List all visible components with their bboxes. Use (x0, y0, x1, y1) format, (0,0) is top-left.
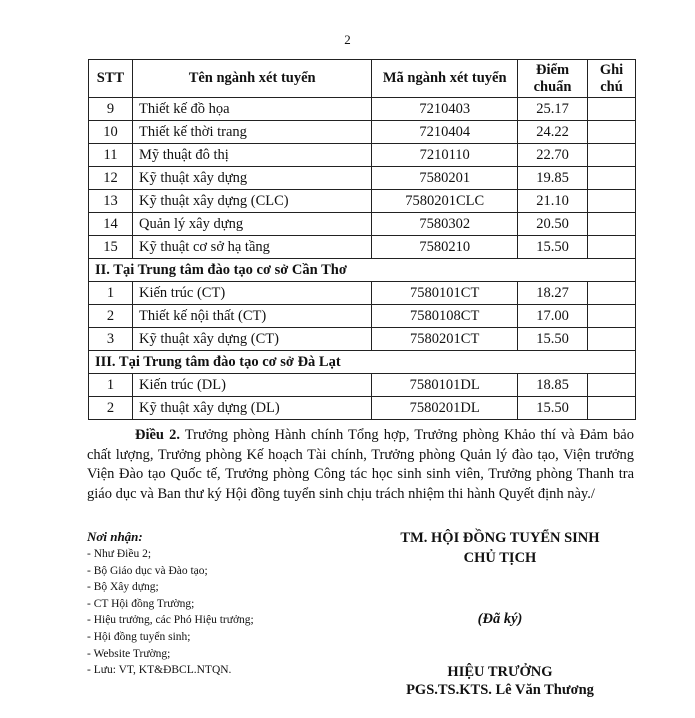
table-row (89, 282, 636, 305)
cell-code: 7580201DL (372, 397, 518, 420)
cell-name: Thiết kế thời trang (132, 121, 371, 144)
page-number: 2 (344, 32, 351, 47)
cell-code: 7580201CT (372, 328, 518, 351)
cell-score: 15.50 (518, 397, 588, 420)
cell-name: Kỹ thuật cơ sở hạ tầng (132, 236, 371, 259)
cell-note (588, 397, 636, 420)
cell-score: 18.85 (518, 374, 588, 397)
cell-name: Kỹ thuật xây dựng (CLC) (132, 190, 371, 213)
header-stt: STT (89, 60, 133, 98)
article-text: Trưởng phòng Hành chính Tổng hợp, Trưởng phòng Khảo thí và Đảm bảo chất lượng, Trưởng phòng Kế hoạch Tài chính, Trưởng phòng Quản lý đào tạo, Viện trưởng Viện Đào tạo Quốc tế, Trưởng phòng Công tác học sinh sinh viên, Trưởng phòng Thanh tra giáo dục và Ban thư ký Hội đồng tuyển sinh chịu trách nhiệm thi hành Quyết định này./ (87, 427, 634, 503)
cell-note (588, 305, 636, 328)
section-row-da-lat (89, 351, 636, 374)
signature-title: CHỦ TỊCH (463, 550, 537, 566)
cell-name: Kỹ thuật xây dựng (132, 167, 371, 190)
signatory-name: PGS.TS.KTS. Lê Văn Thương (406, 682, 594, 698)
cell-stt: 10 (89, 121, 133, 144)
recipient-item: - Website Trường; (87, 647, 171, 660)
recipient-item: - Lưu: VT, KT&ĐBCL.NTQN. (87, 664, 232, 677)
cell-code: 7580210 (372, 236, 518, 259)
cell-stt: 9 (89, 98, 133, 121)
cell-stt: 2 (89, 305, 133, 328)
signature-role: HIỆU TRƯỞNG (447, 664, 553, 680)
cell-code: 7210403 (372, 98, 518, 121)
cell-score: 15.50 (518, 236, 588, 259)
cell-note (588, 282, 636, 305)
cell-code: 7580101CT (372, 282, 518, 305)
cell-stt: 12 (89, 167, 133, 190)
cell-stt: 1 (89, 374, 133, 397)
cell-name: Thiết kế đồ họa (132, 98, 371, 121)
cell-code: 7210404 (372, 121, 518, 144)
cell-stt: 13 (89, 190, 133, 213)
cell-stt: 2 (89, 397, 133, 420)
cell-code: 7210110 (372, 144, 518, 167)
cell-score: 21.10 (518, 190, 588, 213)
signature-signed-note: (Đã ký) (477, 611, 523, 627)
cell-code: 7580201 (372, 167, 518, 190)
cell-stt: 14 (89, 213, 133, 236)
signature-organization: TM. HỘI ĐỒNG TUYỂN SINH (400, 530, 600, 546)
cell-code: 7580108CT (372, 305, 518, 328)
cell-score: 18.27 (518, 282, 588, 305)
recipient-item: - Hội đồng tuyển sinh; (87, 630, 191, 643)
cell-note (588, 213, 636, 236)
admission-scores-table (88, 59, 636, 420)
table-row (89, 374, 636, 397)
table-row (89, 98, 636, 121)
article-label: Điều 2. (135, 427, 180, 443)
recipient-item: - Bộ Giáo dục và Đào tạo; (87, 564, 208, 577)
header-note: Ghi chú (588, 60, 636, 98)
cell-note (588, 144, 636, 167)
cell-score: 19.85 (518, 167, 588, 190)
table-row (89, 305, 636, 328)
table-row (89, 144, 636, 167)
cell-note (588, 190, 636, 213)
recipients-heading: Nơi nhận: (87, 529, 143, 544)
cell-note (588, 167, 636, 190)
table-row (89, 190, 636, 213)
cell-stt: 11 (89, 144, 133, 167)
header-code: Mã ngành xét tuyển (372, 60, 518, 98)
cell-code: 7580101DL (372, 374, 518, 397)
cell-stt: 1 (89, 282, 133, 305)
cell-score: 17.00 (518, 305, 588, 328)
cell-note (588, 374, 636, 397)
recipient-item: - Như Điều 2; (87, 548, 152, 560)
cell-name: Thiết kế nội thất (CT) (132, 305, 371, 328)
table-header-row (89, 60, 636, 98)
recipient-item: - CT Hội đồng Trường; (87, 597, 195, 610)
cell-stt: 3 (89, 328, 133, 351)
cell-score: 20.50 (518, 213, 588, 236)
cell-score: 25.17 (518, 98, 588, 121)
section-title: II. Tại Trung tâm đào tạo cơ sở Cần Thơ (89, 259, 636, 282)
recipient-item: - Hiệu trưởng, các Phó Hiệu trưởng; (87, 614, 254, 627)
cell-note (588, 98, 636, 121)
cell-code: 7580201CLC (372, 190, 518, 213)
table-row (89, 213, 636, 236)
cell-score: 22.70 (518, 144, 588, 167)
header-score: Điểm chuẩn (518, 60, 588, 98)
section-title: III. Tại Trung tâm đào tạo cơ sở Đà Lạt (89, 351, 636, 374)
cell-stt: 15 (89, 236, 133, 259)
cell-name: Mỹ thuật đô thị (132, 144, 371, 167)
cell-note (588, 328, 636, 351)
cell-name: Kỹ thuật xây dựng (CT) (132, 328, 371, 351)
cell-name: Kỹ thuật xây dựng (DL) (132, 397, 371, 420)
table-row (89, 328, 636, 351)
table-row (89, 236, 636, 259)
cell-note (588, 121, 636, 144)
recipient-item: - Bộ Xây dựng; (87, 581, 159, 594)
header-name: Tên ngành xét tuyển (132, 60, 371, 98)
table-row (89, 167, 636, 190)
article-2-paragraph (87, 426, 634, 505)
cell-name: Kiến trúc (DL) (132, 374, 371, 397)
cell-name: Quản lý xây dựng (132, 213, 371, 236)
cell-score: 15.50 (518, 328, 588, 351)
cell-note (588, 236, 636, 259)
table-row (89, 397, 636, 420)
table-row (89, 121, 636, 144)
cell-score: 24.22 (518, 121, 588, 144)
section-row-can-tho (89, 259, 636, 282)
recipients-block (87, 528, 347, 679)
cell-code: 7580302 (372, 213, 518, 236)
cell-name: Kiến trúc (CT) (132, 282, 371, 305)
